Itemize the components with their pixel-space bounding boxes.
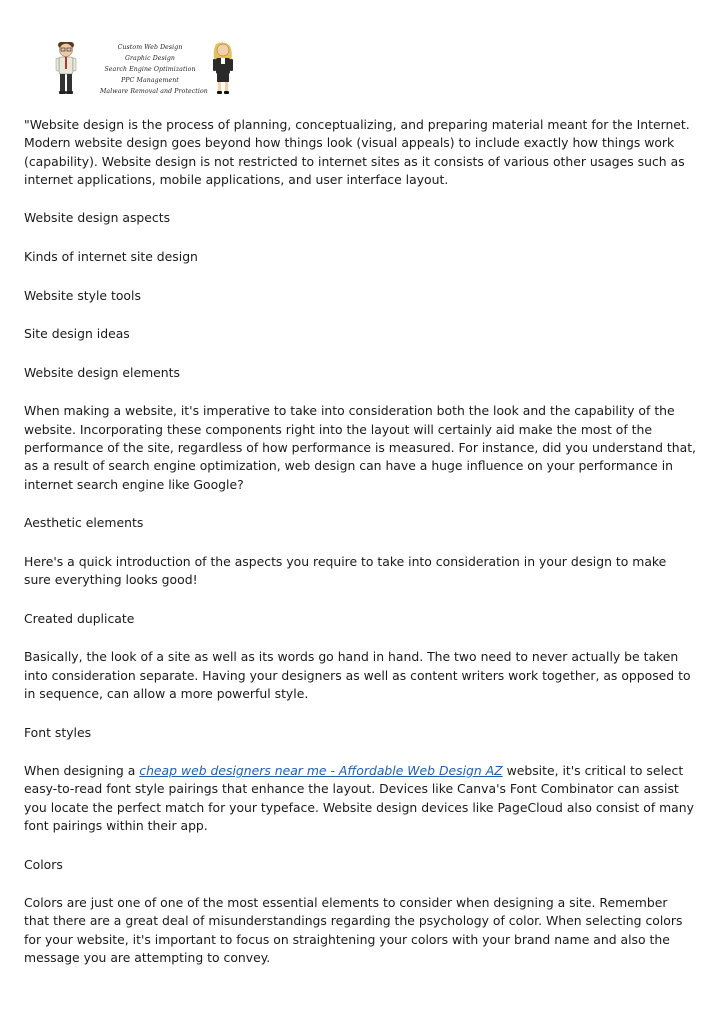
heading-kinds-of-site-design: Kinds of internet site design — [24, 249, 198, 265]
logo-line: Graphic Design — [124, 55, 176, 62]
heading-website-design-aspects: Website design aspects — [24, 210, 171, 226]
logo-line: Malware Removal and Protection — [100, 88, 208, 95]
heading-website-style-tools: Website style tools — [24, 287, 141, 303]
logo-line: Custom Web Design — [117, 44, 183, 51]
logo-services — [100, 42, 208, 97]
intro-paragraph: "Website design is the process of planning, conceptualizing, and preparing material meant for the Internet. Modern website design goes beyond how things look (visual appeals) to include exactly how things work (capability). Website design is not restricted to internet sites as it consists of various other usages such as internet applications, mobile applications, and user interface layout. — [24, 117, 690, 187]
heading-aesthetic-elements: Aesthetic elements — [24, 515, 144, 531]
heading-created-duplicate: Created duplicate — [24, 610, 135, 626]
body-paragraph: Colors are just one of one of the most essential elements to consider when designing a site. Remember that there are a great deal of misunderstandings regarding the psychology of color. When selecting colors for your website, it's important to focus on straightening your colors with your brand name and also the message you are attempting to convey. — [24, 895, 683, 966]
font-paragraph — [24, 762, 696, 835]
logo-line: Search Engine Optimization — [104, 66, 196, 73]
heading-font-styles: Font styles — [24, 724, 92, 740]
heading-colors: Colors — [24, 856, 63, 872]
logo-line: PPC Management — [121, 77, 179, 84]
heading-website-design-elements: Website design elements — [24, 364, 180, 380]
body-paragraph: Basically, the look of a site as well as its words go hand in hand. The two need to never actually be taken into consideration separate. Having your designers as well as content writers work together, as opposed to in sequence, can allow a more powerful style. — [24, 649, 691, 701]
font-text-before: When designing a — [24, 763, 140, 779]
body-paragraph: Here's a quick introduction of the aspects you require to take into consideration in your design to make sure everything looks good! — [24, 553, 667, 588]
heading-site-design-ideas: Site design ideas — [24, 326, 130, 342]
affordable-web-design-link[interactable]: cheap web designers near me - Affordable Web Design AZ — [139, 763, 503, 779]
body-paragraph: When making a website, it's imperative to take into consideration both the look and the capability of the website. Incorporating these components right into the layout will certainly aid make the most of the performance of the site, regardless of how performance is measured. For instance, did you understand that, as a result of search engine optimization, web design can have a huge influence on your performance in internet search engine like Google? — [24, 403, 696, 492]
man-figure-icon — [56, 42, 76, 94]
woman-figure-icon — [213, 42, 233, 94]
article-body — [24, 116, 696, 988]
font-text-after: website, it's critical to select easy-to-read font style pairings that enhance the layout. Devices like Canva's Font Combinator can assist you locate the perfect match for your typeface. Website design devices like PageCloud also consist of many font pairings within their app. — [24, 763, 694, 833]
